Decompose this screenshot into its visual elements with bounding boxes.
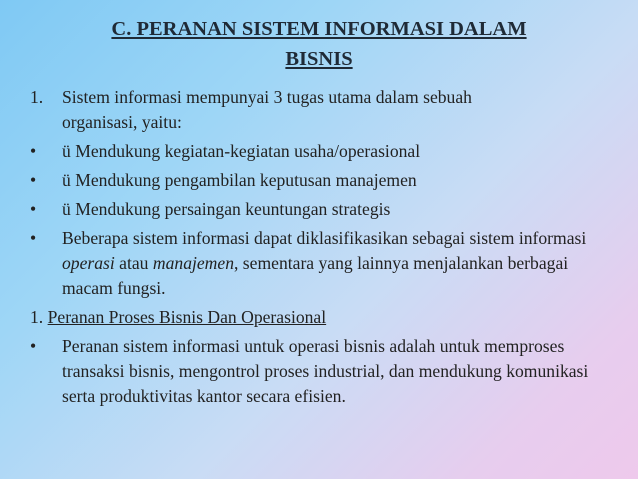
bullet-item <box>30 168 620 193</box>
slide-title <box>30 14 608 74</box>
bullet-marker: • <box>30 199 37 219</box>
bullet-text: atau <box>114 253 153 273</box>
bullet-text: Peranan sistem informasi untuk operasi bisnis adalah untuk memproses transaksi bisnis, mengontrol proses industrial, dan mendukung komunikasi serta produktivitas kantor secara efisien. <box>62 336 589 406</box>
item-text-line-2: organisasi, yaitu: <box>62 112 182 132</box>
slide-body <box>30 85 620 413</box>
bullet-marker: • <box>30 336 37 356</box>
section-heading <box>30 305 620 330</box>
emphasis-operasi: operasi <box>62 253 115 273</box>
bullet-marker: • <box>30 228 37 248</box>
section-title: Peranan Proses Bisnis Dan Operasional <box>47 307 327 327</box>
bullet-item-process <box>30 334 620 409</box>
section-number: 1. <box>30 307 44 327</box>
bullet-item-classification <box>30 226 620 301</box>
title-line-1: C. PERANAN SISTEM INFORMASI DALAM <box>111 18 527 40</box>
bullet-item <box>30 197 620 222</box>
emphasis-manajemen: manajemen <box>152 253 234 273</box>
title-line-2: BISNIS <box>285 48 353 70</box>
bullet-marker: • <box>30 141 37 161</box>
bullet-text: ü Mendukung persaingan keuntungan strategis <box>62 199 391 219</box>
bullet-marker: • <box>30 170 37 190</box>
item-text-line-1: Sistem informasi mempunyai 3 tugas utama dalam sebuah <box>62 87 472 107</box>
bullet-text: Beberapa sistem informasi dapat diklasifikasikan sebagai sistem informasi <box>62 228 587 248</box>
numbered-item-1 <box>30 85 620 135</box>
bullet-item <box>30 139 620 164</box>
bullet-text: , sementara yang lainnya menjalankan berbagai macam fungsi. <box>62 253 569 298</box>
item-number: 1. <box>30 87 44 107</box>
bullet-text: ü Mendukung pengambilan keputusan manajemen <box>62 170 417 190</box>
bullet-text: ü Mendukung kegiatan-kegiatan usaha/operasional <box>62 141 421 161</box>
